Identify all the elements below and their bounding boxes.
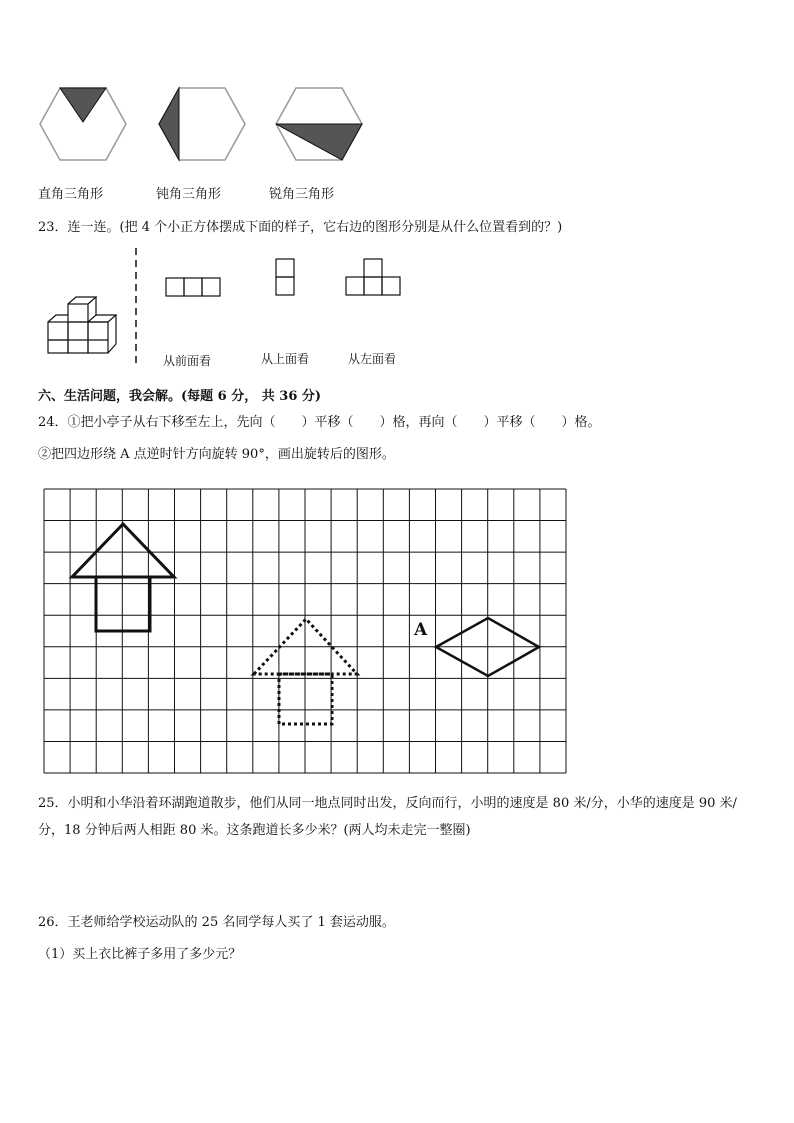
hexagon-figure-acute-triangle	[274, 86, 364, 162]
q26-line2: （1）买上衣比裤子多用了多少元？	[38, 947, 242, 962]
view-label-top: 从上面看	[261, 352, 310, 366]
view-label-left: 从左面看	[348, 352, 397, 366]
q25-text: 25．小明和小华沿着环湖跑道散步，他们从同一地点同时出发，反向而行，小明的速度是 80 米/分，小华的速度是 90 米/分，18 分钟后两人相距 80 米。这条跑道长多少米？(两人均未走完一整圈)	[38, 796, 737, 838]
view-front-figure	[165, 277, 221, 297]
cube-stack-figure	[44, 296, 126, 354]
hexagon-figure-right-triangle	[38, 86, 128, 162]
view-top-figure	[275, 258, 295, 296]
q24-line2: ②把四边形绕 A 点逆时针方向旋转 90°，画出旋转后的图形。	[38, 447, 395, 462]
view-label-front: 从前面看	[163, 354, 212, 368]
point-a-label: A	[414, 620, 428, 640]
dashed-divider	[134, 248, 138, 364]
label-acute-triangle: 锐角三角形	[269, 187, 335, 202]
q24-line1: 24．①把小亭子从右下移至左上，先向（ ）平移（ ）格，再向（ ）平移（ ）格。	[38, 415, 601, 430]
label-obtuse-triangle: 钝角三角形	[156, 187, 222, 202]
q26-line1: 26．王老师给学校运动队的 25 名同学每人买了 1 套运动服。	[38, 915, 395, 930]
label-right-triangle: 直角三角形	[38, 187, 104, 202]
view-left-figure	[345, 258, 401, 296]
section-heading: 六、生活问题，我会解。(每题 6 分， 共 36 分)	[38, 389, 322, 404]
hexagon-figure-obtuse-triangle	[157, 86, 247, 162]
square-grid	[44, 489, 566, 773]
q23-title: 23．连一连。(把 4 个小正方体摆成下面的样子，它右边的图形分别是从什么位置看到的？)	[38, 220, 563, 235]
